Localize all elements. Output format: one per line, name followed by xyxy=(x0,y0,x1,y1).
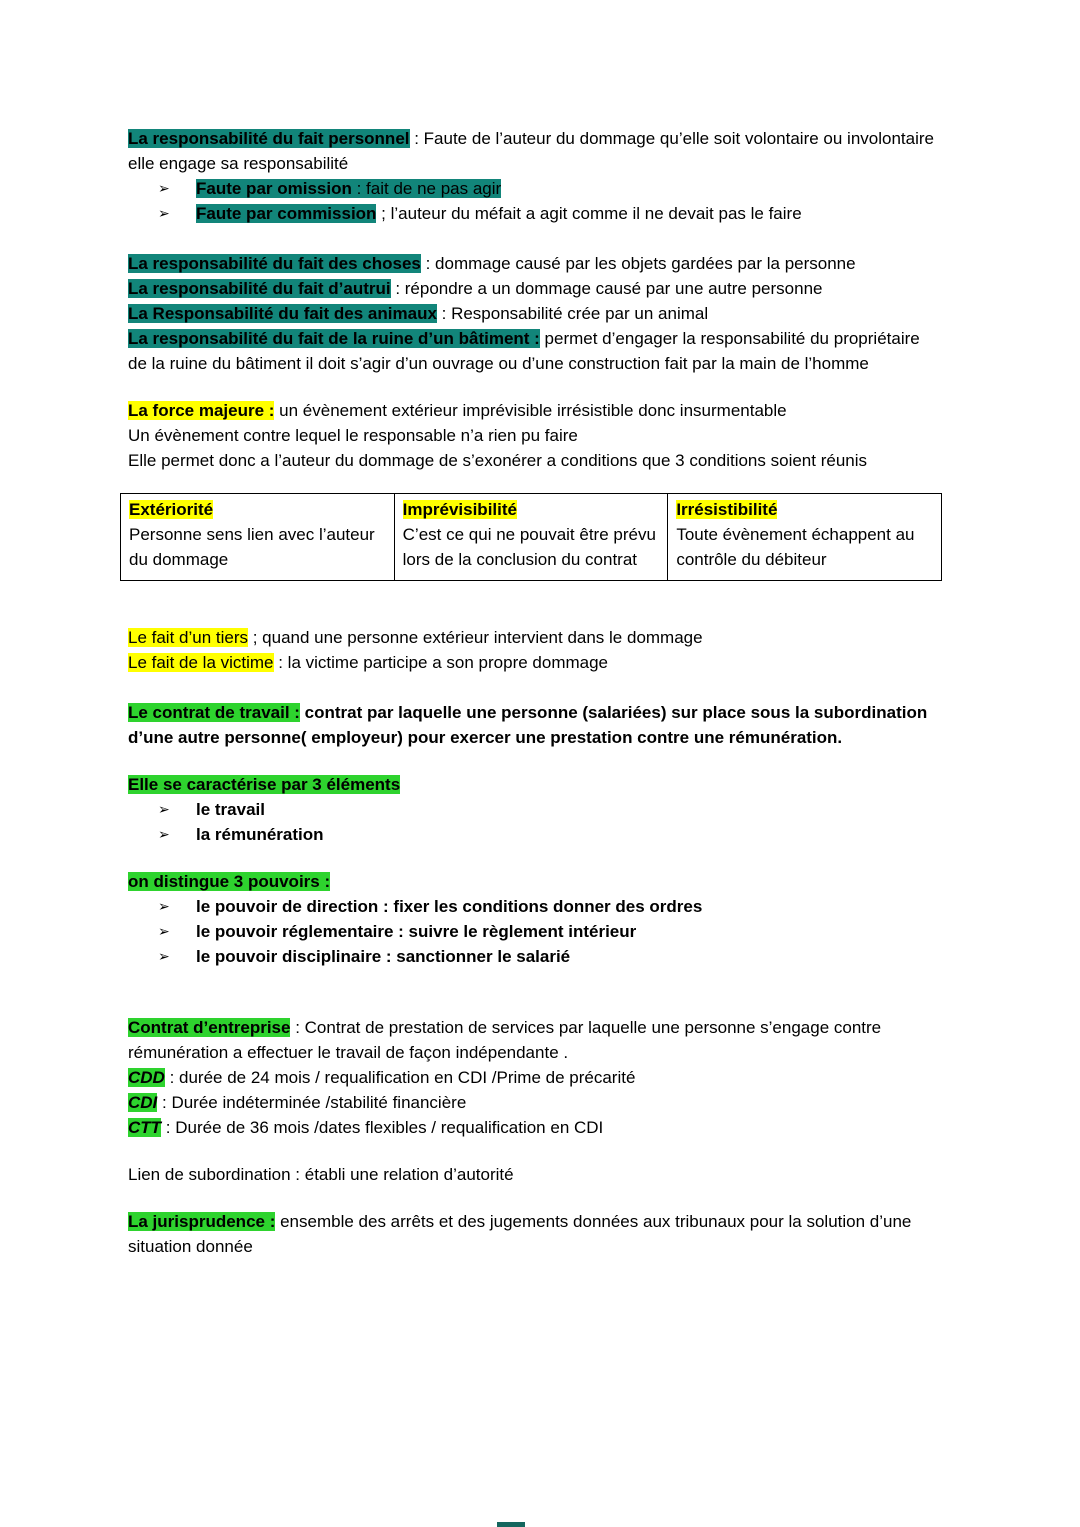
highlighted-text-run: Le fait de la victime xyxy=(128,653,274,672)
arrow-bullet-icon: ➢ xyxy=(158,923,170,939)
paragraph-trois-pouvoirs xyxy=(128,869,942,894)
text-run: Elle permet donc a l’auteur du dommage de s’exonérer a conditions que 3 conditions soient réunis xyxy=(128,451,868,470)
spacer xyxy=(128,1140,942,1162)
paragraph-resp-ruine-batiment xyxy=(128,326,942,376)
paragraph-force-majeure-suite xyxy=(128,423,942,448)
list-item xyxy=(128,201,942,226)
list-item xyxy=(128,919,942,944)
list-item-text xyxy=(196,201,942,226)
text-run: Lien de subordination : établi une relation d’autorité xyxy=(128,1165,514,1184)
text-run: contrat par laquelle une personne (salariées) sur place sous la subordination d’une autre personne( employeur) pour exercer une prestation contre une rémunération. xyxy=(128,703,928,747)
arrow-bullet-icon: ➢ xyxy=(158,826,170,842)
text-run: permet d’engager la responsabilité du propriétaire de la ruine du bâtiment il doit s’agir d’un ouvrage ou d’une construction fait par la main de l’homme xyxy=(128,329,920,373)
spacer xyxy=(128,675,942,700)
text-run: : la victime participe a son propre dommage xyxy=(273,653,609,672)
highlighted-text-run: Contrat d’entreprise xyxy=(128,1018,291,1037)
arrow-bullet-icon: ➢ xyxy=(158,205,170,221)
paragraph-jurisprudence xyxy=(128,1209,942,1259)
text-run: le pouvoir de direction : fixer les conditions donner des ordres xyxy=(196,897,703,916)
highlighted-text-run: La jurisprudence : xyxy=(128,1212,276,1231)
table-cell-heading xyxy=(403,497,660,522)
list-item-text xyxy=(196,944,942,969)
paragraph-ctt xyxy=(128,1115,942,1140)
text-run: : Responsabilité crée par un animal xyxy=(436,304,709,323)
next-page-peek xyxy=(497,1522,525,1527)
highlighted-text-run: La Responsabilité du fait des animaux xyxy=(128,304,437,323)
highlighted-text-run: La responsabilité du fait d’autrui xyxy=(128,279,391,298)
highlighted-text-run: La responsabilité du fait des choses xyxy=(128,254,421,273)
highlighted-text-run: on distingue 3 pouvoirs : xyxy=(128,872,331,891)
spacer xyxy=(128,226,942,251)
spacer xyxy=(128,473,942,493)
paragraph-resp-fait-animaux xyxy=(128,301,942,326)
text-run: : Durée indéterminée /stabilité financière xyxy=(157,1093,467,1112)
text-run: : Faute de l’auteur du dommage qu’elle soit volontaire ou involontaire elle engage sa responsabilité xyxy=(128,129,934,173)
list-item-text xyxy=(196,894,942,919)
highlighted-text-run: CDD xyxy=(128,1068,165,1087)
arrow-bullet-icon: ➢ xyxy=(158,898,170,914)
paragraph-force-majeure-conditions xyxy=(128,448,942,473)
paragraph-force-majeure xyxy=(128,398,942,423)
text-run: ; l’auteur du méfait a agit comme il ne devait pas le faire xyxy=(376,204,802,223)
paragraph-contrat-entreprise xyxy=(128,1015,942,1065)
highlighted-text-run: Elle se caractérise par 3 éléments xyxy=(128,775,401,794)
highlighted-text-run: Le fait d’un tiers xyxy=(128,628,249,647)
table-cell xyxy=(121,494,395,581)
paragraph-cdi xyxy=(128,1090,942,1115)
highlighted-text-run: La responsabilité du fait personnel xyxy=(128,129,410,148)
text-run: Un évènement contre lequel le responsable n’a rien pu faire xyxy=(128,426,578,445)
highlighted-text-run: Irrésistibilité xyxy=(676,500,778,519)
table-row xyxy=(121,494,942,581)
highlighted-text-run: CDI xyxy=(128,1093,158,1112)
text-run: : Durée de 36 mois /dates flexibles / requalification en CDI xyxy=(161,1118,604,1137)
spacer xyxy=(128,1187,942,1209)
arrow-bullet-list xyxy=(128,894,942,969)
text-run: ; quand une personne extérieur intervient dans le dommage xyxy=(248,628,703,647)
paragraph-resp-fait-personnel xyxy=(128,126,942,176)
text-run: le travail xyxy=(196,800,265,819)
text-run: : durée de 24 mois / requalification en CDI /Prime de précarité xyxy=(164,1068,636,1087)
spacer xyxy=(128,376,942,398)
highlighted-text-run: Faute par commission xyxy=(196,204,377,223)
arrow-bullet-icon: ➢ xyxy=(158,948,170,964)
spacer xyxy=(128,969,942,1015)
list-item xyxy=(128,944,942,969)
paragraph-resp-fait-des-choses xyxy=(128,251,942,276)
spacer xyxy=(128,581,942,625)
list-item xyxy=(128,797,942,822)
highlighted-text-run: Extériorité xyxy=(129,500,214,519)
list-item-text xyxy=(196,822,942,847)
highlighted-text-run: La force majeure : xyxy=(128,401,275,420)
table-cell-heading xyxy=(676,497,933,522)
highlighted-text-run: La responsabilité du fait de la ruine d’un bâtiment : xyxy=(128,329,540,348)
table-cell-heading xyxy=(129,497,386,522)
paragraph-lien-subordination xyxy=(128,1162,942,1187)
text-run: : Contrat de prestation de services par laquelle une personne s’engage contre rémunération a effectuer le travail de façon indépendante . xyxy=(128,1018,882,1062)
force-majeure-conditions-table xyxy=(120,493,942,581)
table-cell-text: Personne sens lien avec l’auteur du dommage xyxy=(129,525,375,569)
arrow-bullet-icon: ➢ xyxy=(158,180,170,196)
table-cell xyxy=(668,494,942,581)
text-run: la rémunération xyxy=(196,825,324,844)
table-cell xyxy=(394,494,668,581)
list-item xyxy=(128,822,942,847)
paragraph-resp-fait-autrui xyxy=(128,276,942,301)
list-item xyxy=(128,894,942,919)
table-cell-text: Toute évènement échappent au contrôle du débiteur xyxy=(676,525,915,569)
text-run: le pouvoir disciplinaire : sanctionner le salarié xyxy=(196,947,571,966)
table-cell-text: C’est ce qui ne pouvait être prévu lors de la conclusion du contrat xyxy=(402,525,656,569)
arrow-bullet-list xyxy=(128,176,942,226)
paragraph-fait-dun-tiers xyxy=(128,625,942,650)
highlighted-text-run: Imprévisibilité xyxy=(402,500,517,519)
paragraph-fait-de-la-victime xyxy=(128,650,942,675)
paragraph-contrat-de-travail xyxy=(128,700,942,750)
highlighted-text-run: Faute par omission xyxy=(196,179,352,198)
list-item-text xyxy=(196,176,942,201)
spacer xyxy=(128,750,942,772)
text-run: ensemble des arrêts et des jugements données aux tribunaux pour la solution d’une situation donnée xyxy=(128,1212,912,1256)
list-item-text xyxy=(196,919,942,944)
arrow-bullet-icon: ➢ xyxy=(158,801,170,817)
highlighted-text-run: CTT xyxy=(128,1118,162,1137)
paragraph-trois-elements xyxy=(128,772,942,797)
document-content xyxy=(128,126,942,1259)
spacer xyxy=(128,847,942,869)
text-run: un évènement extérieur imprévisible irrésistible donc insurmentable xyxy=(274,401,787,420)
text-run: : répondre a un dommage causé par une autre personne xyxy=(390,279,823,298)
list-item-text xyxy=(196,797,942,822)
highlighted-text-run: Le contrat de travail : xyxy=(128,703,300,722)
paragraph-cdd xyxy=(128,1065,942,1090)
arrow-bullet-list xyxy=(128,797,942,847)
list-item xyxy=(128,176,942,201)
highlighted-text-run: : fait de ne pas agir xyxy=(351,179,502,198)
text-run: le pouvoir réglementaire : suivre le règlement intérieur xyxy=(196,922,637,941)
text-run: : dommage causé par les objets gardées par la personne xyxy=(420,254,856,273)
